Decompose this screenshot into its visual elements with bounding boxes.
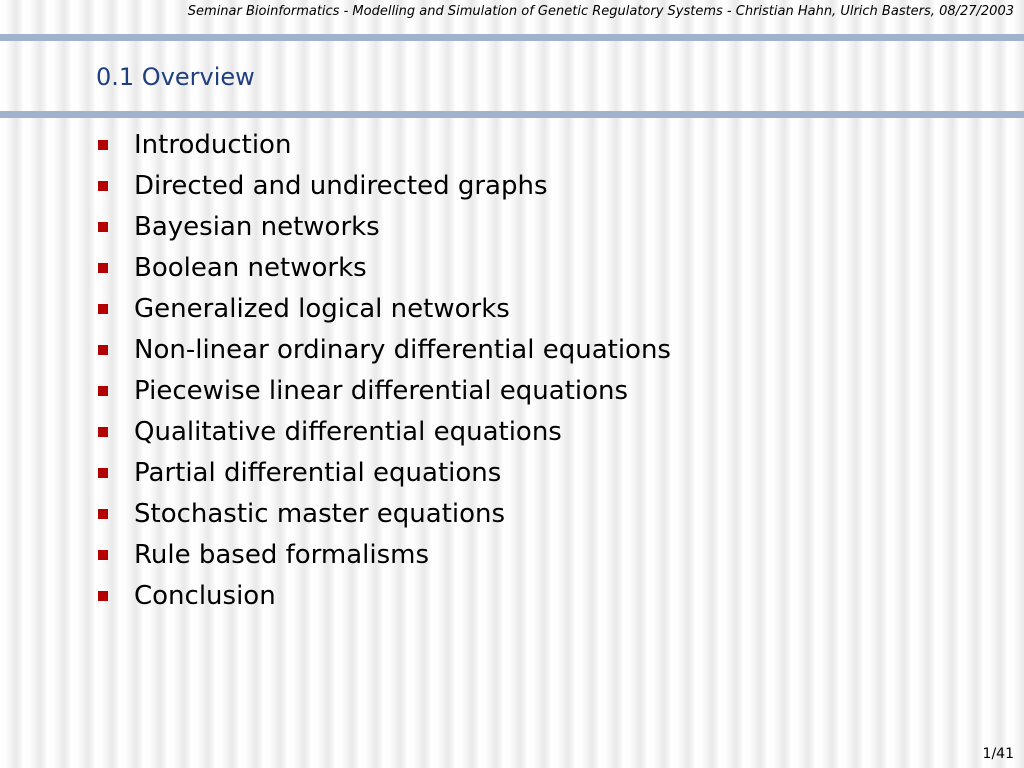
list-item	[96, 124, 671, 165]
list-item	[96, 288, 671, 329]
bullet-text: Rule based formalisms	[134, 539, 430, 570]
square-bullet-icon	[98, 427, 108, 437]
list-item	[96, 411, 671, 452]
square-bullet-icon	[98, 509, 108, 519]
bullet-text: Directed and undirected graphs	[134, 170, 548, 201]
list-item	[96, 493, 671, 534]
bullet-text: Generalized logical networks	[134, 293, 510, 324]
slide-header-caption: Seminar Bioinformatics - Modelling and Simulation of Genetic Regulatory Systems - Christian Hahn, Ulrich Basters, 08/27/2003	[187, 4, 1014, 19]
list-item	[96, 452, 671, 493]
list-item	[96, 575, 671, 616]
header-divider-top	[0, 34, 1024, 41]
list-item	[96, 165, 671, 206]
square-bullet-icon	[98, 550, 108, 560]
list-item	[96, 206, 671, 247]
bullet-text: Bayesian networks	[134, 211, 380, 242]
list-item	[96, 370, 671, 411]
square-bullet-icon	[98, 468, 108, 478]
square-bullet-icon	[98, 140, 108, 150]
square-bullet-icon	[98, 181, 108, 191]
bullet-text: Introduction	[134, 129, 292, 160]
overview-bullet-list	[96, 124, 671, 616]
page-number: 1/41	[982, 746, 1014, 762]
bullet-text: Boolean networks	[134, 252, 367, 283]
bullet-text: Qualitative differential equations	[134, 416, 562, 447]
square-bullet-icon	[98, 263, 108, 273]
square-bullet-icon	[98, 222, 108, 232]
square-bullet-icon	[98, 345, 108, 355]
square-bullet-icon	[98, 386, 108, 396]
slide-title: 0.1 Overview	[96, 63, 255, 91]
square-bullet-icon	[98, 591, 108, 601]
list-item	[96, 534, 671, 575]
bullet-text: Conclusion	[134, 580, 276, 611]
list-item	[96, 247, 671, 288]
bullet-text: Partial differential equations	[134, 457, 502, 488]
square-bullet-icon	[98, 304, 108, 314]
header-divider-bottom	[0, 111, 1024, 118]
bullet-text: Stochastic master equations	[134, 498, 506, 529]
list-item	[96, 329, 671, 370]
bullet-text: Non-linear ordinary differential equations	[134, 334, 671, 365]
bullet-text: Piecewise linear differential equations	[134, 375, 629, 406]
